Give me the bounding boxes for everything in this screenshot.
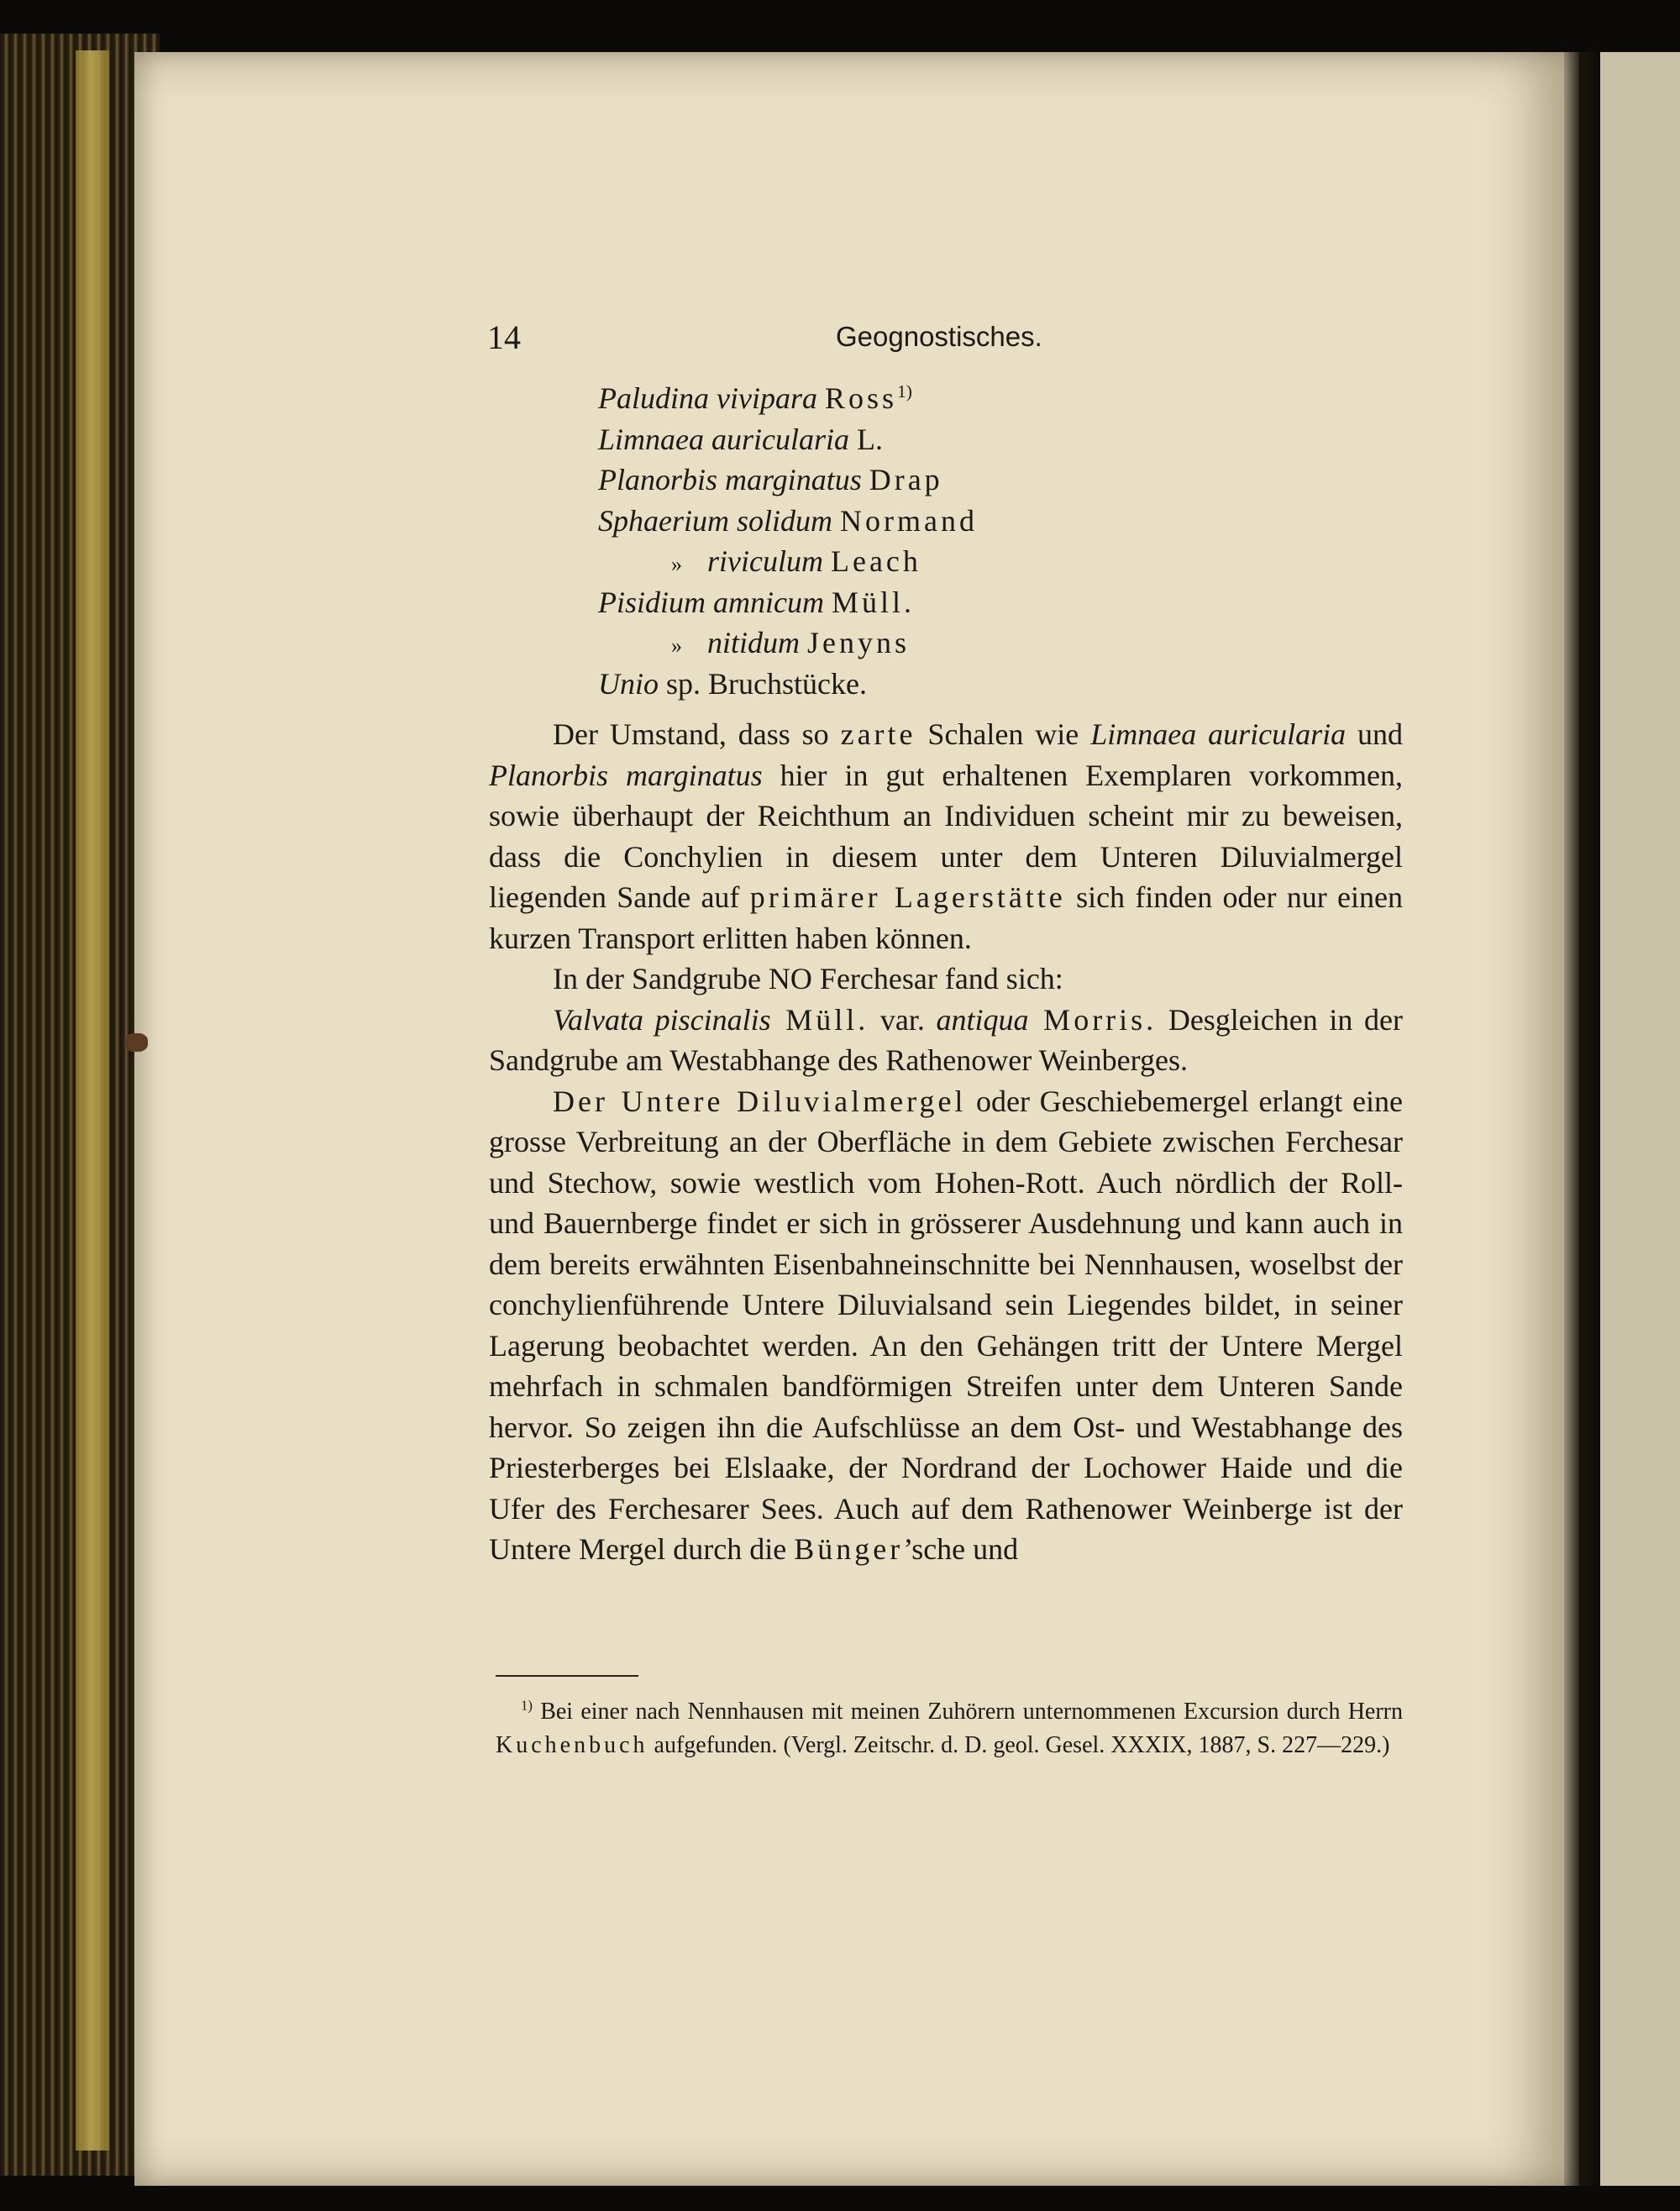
paragraph xyxy=(489,1000,1403,1081)
species-name: riviculum xyxy=(707,544,823,578)
text-run: hier in gut erhaltenen Exemplaren vorkommen, sowie überhaupt der Reichthum an Individuen scheint mir zu beweisen, dass die Conchylien in diesem unter dem Unteren Diluvialmergel liegenden Sande auf xyxy=(489,758,1403,914)
species-name: Valvata piscinalis xyxy=(553,1002,771,1037)
facing-page-edge xyxy=(1600,52,1680,2186)
species-author: Jenyns xyxy=(807,626,911,659)
species-author: Ross xyxy=(824,381,897,415)
species-name: nitidum xyxy=(707,626,801,659)
species-name: Paludina vivipara xyxy=(598,381,817,415)
species-name: Limnaea auricularia xyxy=(1090,717,1347,751)
text-run: Der Umstand, dass so xyxy=(553,717,841,751)
text-run: oder Geschiebemergel erlangt eine grosse Verbreitung an der Oberfläche in dem Gebiete zwischen Ferchesar und Stechow, sowie westlich vom Hohen-Rott. Auch nördlich der Roll- und Bauernberge findet er sich in grösserer Ausdehnung und kann auch in dem bereits erwähnten Eisenbahneinschnitte bei Nennhausen, woselbst der conchylienführende Untere Diluvialsand sein Liegendes bildet, in seiner Lagerung beobachtet werden. An den Gehängen tritt der Untere Mergel mehrfach in schmalen bandförmigen Streifen unter dem Unteren Sande hervor. So zeigen ihn die Aufschlüsse an dem Ost- und Westabhange des Priesterberges bei Elslaake, der Nordrand der Lochower Haide und die Ufer des Ferchesarer Sees. Auch auf dem Rathenower Weinberge ist der Untere Mergel durch die xyxy=(489,1084,1403,1566)
species-note: sp. Bruchstücke. xyxy=(666,666,867,701)
species-name: Unio xyxy=(598,666,659,701)
emphasis-text: Der Untere Diluvialmergel xyxy=(553,1084,967,1118)
species-name: Limnaea auricularia xyxy=(598,422,850,456)
footnote-divider xyxy=(496,1675,638,1677)
gilt-edge xyxy=(76,50,109,2151)
species-row xyxy=(598,378,1270,419)
text-run: aufgefunden. (Vergl. Zeitschr. d. D. geol. Gesel. XXXIX, 1887, S. 227—229.) xyxy=(648,1732,1390,1758)
species-name: antiqua xyxy=(936,1002,1029,1037)
emphasis-text: Bünger xyxy=(794,1532,904,1566)
footnote xyxy=(496,1695,1403,1762)
running-head: Geognostisches. xyxy=(836,321,1042,352)
page-header xyxy=(487,318,1403,360)
species-name: Pisidium amnicum xyxy=(598,585,824,619)
species-row xyxy=(598,501,1270,542)
species-author: Müll. xyxy=(831,585,915,619)
text-run: sich finden oder nur einen kurzen Transport erlitten haben können. xyxy=(489,880,1403,955)
emphasis-text: primärer Lagerstätte xyxy=(749,880,1066,914)
text-run: Bei einer nach Nennhausen mit meinen Zuhörern unternommenen Excursion durch Herrn xyxy=(532,1699,1403,1725)
text-run: und xyxy=(1346,717,1404,751)
species-author: Morris. xyxy=(1028,1002,1158,1037)
paragraph xyxy=(489,714,1403,958)
species-author: Drap xyxy=(869,463,943,496)
species-author: L. xyxy=(857,422,884,456)
species-author: Normand xyxy=(840,503,978,538)
species-name: Planorbis marginatus xyxy=(598,463,862,496)
text-run: ’sche und xyxy=(903,1532,1019,1566)
species-list xyxy=(598,378,1270,704)
species-row xyxy=(598,460,1270,501)
ditto-mark: » xyxy=(671,552,682,576)
ditto-mark: » xyxy=(671,633,682,658)
paragraph xyxy=(489,1081,1403,1570)
species-author: Müll. xyxy=(770,1002,869,1037)
page-stain xyxy=(124,1033,148,1052)
species-author: Leach xyxy=(830,544,921,578)
species-row xyxy=(598,582,1270,623)
paragraph: In der Sandgrube NO Ferchesar fand sich: xyxy=(553,962,1063,995)
book-gutter xyxy=(1564,52,1604,2186)
species-name: Planorbis marginatus xyxy=(489,758,763,792)
body-text xyxy=(489,714,1403,1570)
text-run: Desgleichen in der Sandgrube am Westabhange des Rathenower Weinberges. xyxy=(489,1002,1403,1077)
footnote-text xyxy=(496,1695,1403,1762)
species-row xyxy=(598,664,1270,705)
species-name: Sphaerium solidum xyxy=(598,503,832,538)
species-row xyxy=(598,541,1270,582)
species-row xyxy=(598,419,1270,460)
footnote-mark: 1) xyxy=(521,1697,533,1714)
species-row xyxy=(598,622,1270,664)
text-run: var. xyxy=(869,1002,937,1037)
footnote-ref: 1) xyxy=(897,381,912,402)
text-run: Schalen wie xyxy=(916,717,1091,751)
page-number: 14 xyxy=(487,318,521,356)
emphasis-text: Kuchenbuch xyxy=(496,1732,648,1758)
emphasis-text: zarte xyxy=(840,717,916,751)
